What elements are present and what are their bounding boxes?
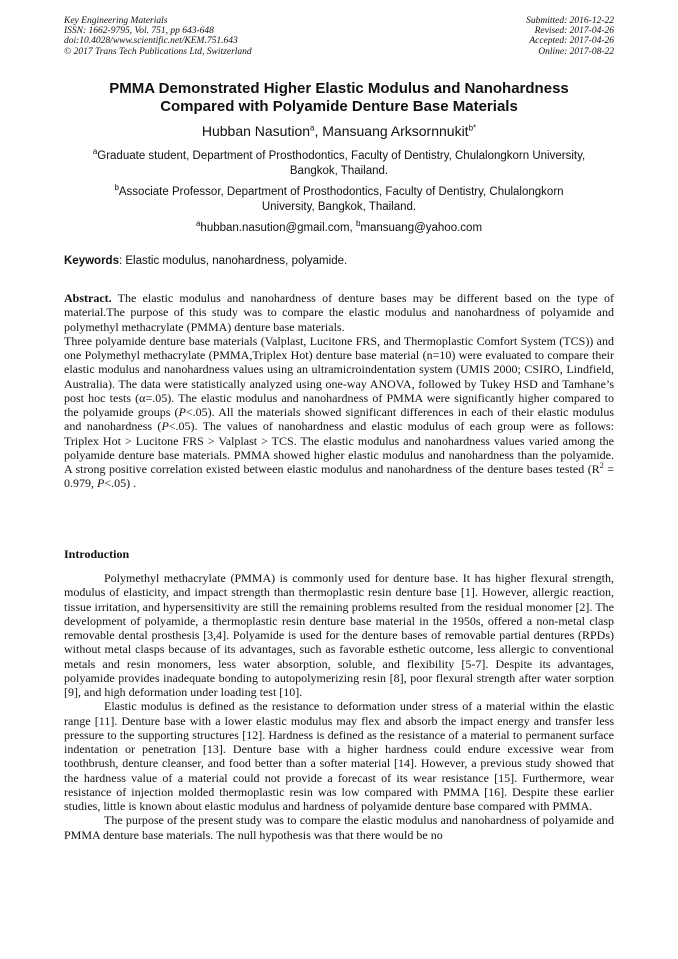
intro-paragraph-2: Elastic modulus is defined as the resistance to deformation under stress of a material within the elastic range [11]. Denture base with a lower elastic modulus may flex and absorb the impact energy and transfer less pressure to the supporting structures [12]. Hardness is defined as the resistance of a material to permanent surface indentation or penetration [13]. Denture base with a higher hardness could endure excessive wear from toothbrush, denture cleanser, and food better than a softer material [14]. However, a previous study showed that the hardness value of a material could not provide a forecast of its wear resistance [15]. Furthermore, wear resistance of injection molded thermoplastic resin was low compared with PMMA [16]. Despite these earlier studies, little is known about elastic modulus and hardness of polyamide denture base compared with PMMA. xyxy=(64,699,614,813)
abstract-paragraph-2 xyxy=(64,334,614,491)
abstract-text-2c: <.05). The values of nanohardness and elastic modulus of each group were as follows: Triplex Hot > Lucitone FRS > Valplast > TCS. The elastic modulus and nanohardness values varied among the polyamide denture base materials. PMMA showed higher elastic modulus and nanohardness than the polyamide. A strong positive correlation existed between elastic modulus and nanohardness of the denture bases tested (R xyxy=(64,419,614,476)
author-1: Hubban Nasution xyxy=(201,123,311,139)
title-line-2: Compared with Polyamide Denture Base Materials xyxy=(160,98,518,115)
submitted-date: Submitted: 2016-12-22 xyxy=(526,16,614,26)
abstract-paragraph-1 xyxy=(64,291,614,334)
abstract xyxy=(64,291,614,491)
journal-name: Key Engineering Materials xyxy=(64,16,168,26)
author-list xyxy=(40,123,638,139)
introduction-body xyxy=(64,571,614,842)
author-1-sup: a xyxy=(310,123,315,133)
abstract-label: Abstract. xyxy=(64,291,112,305)
email-b-sup: b xyxy=(355,219,361,229)
p-italic: P xyxy=(178,405,186,419)
issn: ISSN: 1662-9795, Vol. 751, pp 643-648 xyxy=(64,26,214,37)
header-left xyxy=(64,16,252,57)
p-italic: P xyxy=(161,419,169,434)
author-2-sup: b* xyxy=(468,123,477,133)
affiliation-b-sup: b xyxy=(114,183,119,193)
introduction-heading: Introduction xyxy=(64,547,130,561)
affiliation-a-sup: a xyxy=(92,147,98,157)
copyright: © 2017 Trans Tech Publications Ltd, Switzerland xyxy=(64,46,252,57)
intro-paragraph-3: The purpose of the present study was to compare the elastic modulus and nanohardness of polyamide and PMMA denture base materials. The null hypothesis was that there would be no xyxy=(64,813,614,842)
header-right xyxy=(526,16,614,57)
abstract-text-2e: <.05) . xyxy=(104,476,137,491)
intro-paragraph-1: Polymethyl methacrylate (PMMA) is commonly used for denture base. It has higher flexural strength, modulus of elasticity, and impact strength than thermoplastic resin denture base [1]. However, allergic reaction, tissue irritation, and hypersensitivity are still the remaining problems resulted from the residual monomer [2]. The development of polyamide, a thermoplastic resin denture base material in the 1950s, offered a non-metal clasp removable dental prosthesis [3,4]. Polyamide is used for the denture bases of removable partial dentures (RPDs) without metal clasps because of its advantages, such as favorable esthetic outcome, less allergic to conventional metals and resin monomers, less water absorption, soluble, and flexibility [5-7]. Despite its advantages, polyamide provides inadequate bonding to autopolymerizing resin [8], poor flexural strength after water sorption [9], and high deformation under loading test [10]. xyxy=(64,571,614,699)
p-italic: P xyxy=(97,476,105,491)
doi[interactable]: doi:10.4028/www.scientific.net/KEM.751.643 xyxy=(64,36,238,47)
author-2: Mansuang Arksornnukit xyxy=(322,123,469,139)
abstract-text-1: The elastic modulus and nanohardness of denture bases may be different based on the type of material.The purpose of this study was to compare the elastic modulus and nanohardness of polyamide and polymethyl methacrylate (PMMA) denture base materials. xyxy=(64,291,614,334)
email-b[interactable]: mansuang@yahoo.com xyxy=(360,222,483,234)
keywords-label: Keywords xyxy=(64,255,119,267)
keywords xyxy=(64,255,614,267)
email-line xyxy=(60,221,618,236)
keywords-text: : Elastic modulus, nanohardness, polyamide. xyxy=(118,255,348,267)
abstract-text-2a: Three polyamide denture base materials (Valplast, Lucitone FRS, and Thermoplastic Comfort System (TCS)) and one Polymethyl methacrylate (PMMA,Triplex Hot) denture base material (n=10) were evaluated to compare their elastic modulus and nanohardness values using an ultramicroindentation system (UMIS 2000; CSIRO, Lindfield, Australia). The data were statistically analyzed using one-way ANOVA, followed by Tukey HSD and Tamhane’s post hoc tests (α=.05). The elastic modulus and nanohardness of PMMA were significantly higher compared to the polyamide groups ( xyxy=(64,333,614,419)
email-a-sup: a xyxy=(195,219,201,229)
online-date: Online: 2017-08-22 xyxy=(538,46,614,57)
abstract-text-2b: <.05). All the materials showed significant differences in each of their elastic modulus and nanohardness ( xyxy=(64,405,614,434)
title-line-1: PMMA Demonstrated Higher Elastic Modulus and Nanohardness xyxy=(109,80,569,97)
affiliation-b xyxy=(60,185,618,214)
affiliation-a-line-1: Graduate student, Department of Prosthodontics, Faculty of Dentistry, Chulalongkorn University, xyxy=(97,150,586,162)
affiliation-b-line-2: University, Bangkok, Thailand. xyxy=(261,200,417,213)
accepted-date: Accepted: 2017-04-26 xyxy=(529,36,614,47)
revised-date: Revised: 2017-04-26 xyxy=(534,26,614,37)
r-squared-sup: 2 xyxy=(599,461,604,470)
paper-title xyxy=(40,80,638,116)
affiliation-a xyxy=(60,149,618,178)
affiliation-b-line-1: Associate Professor, Department of Prosthodontics, Faculty of Dentistry, Chulalongkorn xyxy=(118,186,564,198)
affiliation-a-line-2: Bangkok, Thailand. xyxy=(289,164,389,177)
author-separator: , xyxy=(314,123,323,139)
email-a[interactable]: hubban.nasution@gmail.com, xyxy=(200,222,356,234)
abstract-text-2d: = 0.979, xyxy=(64,462,614,491)
